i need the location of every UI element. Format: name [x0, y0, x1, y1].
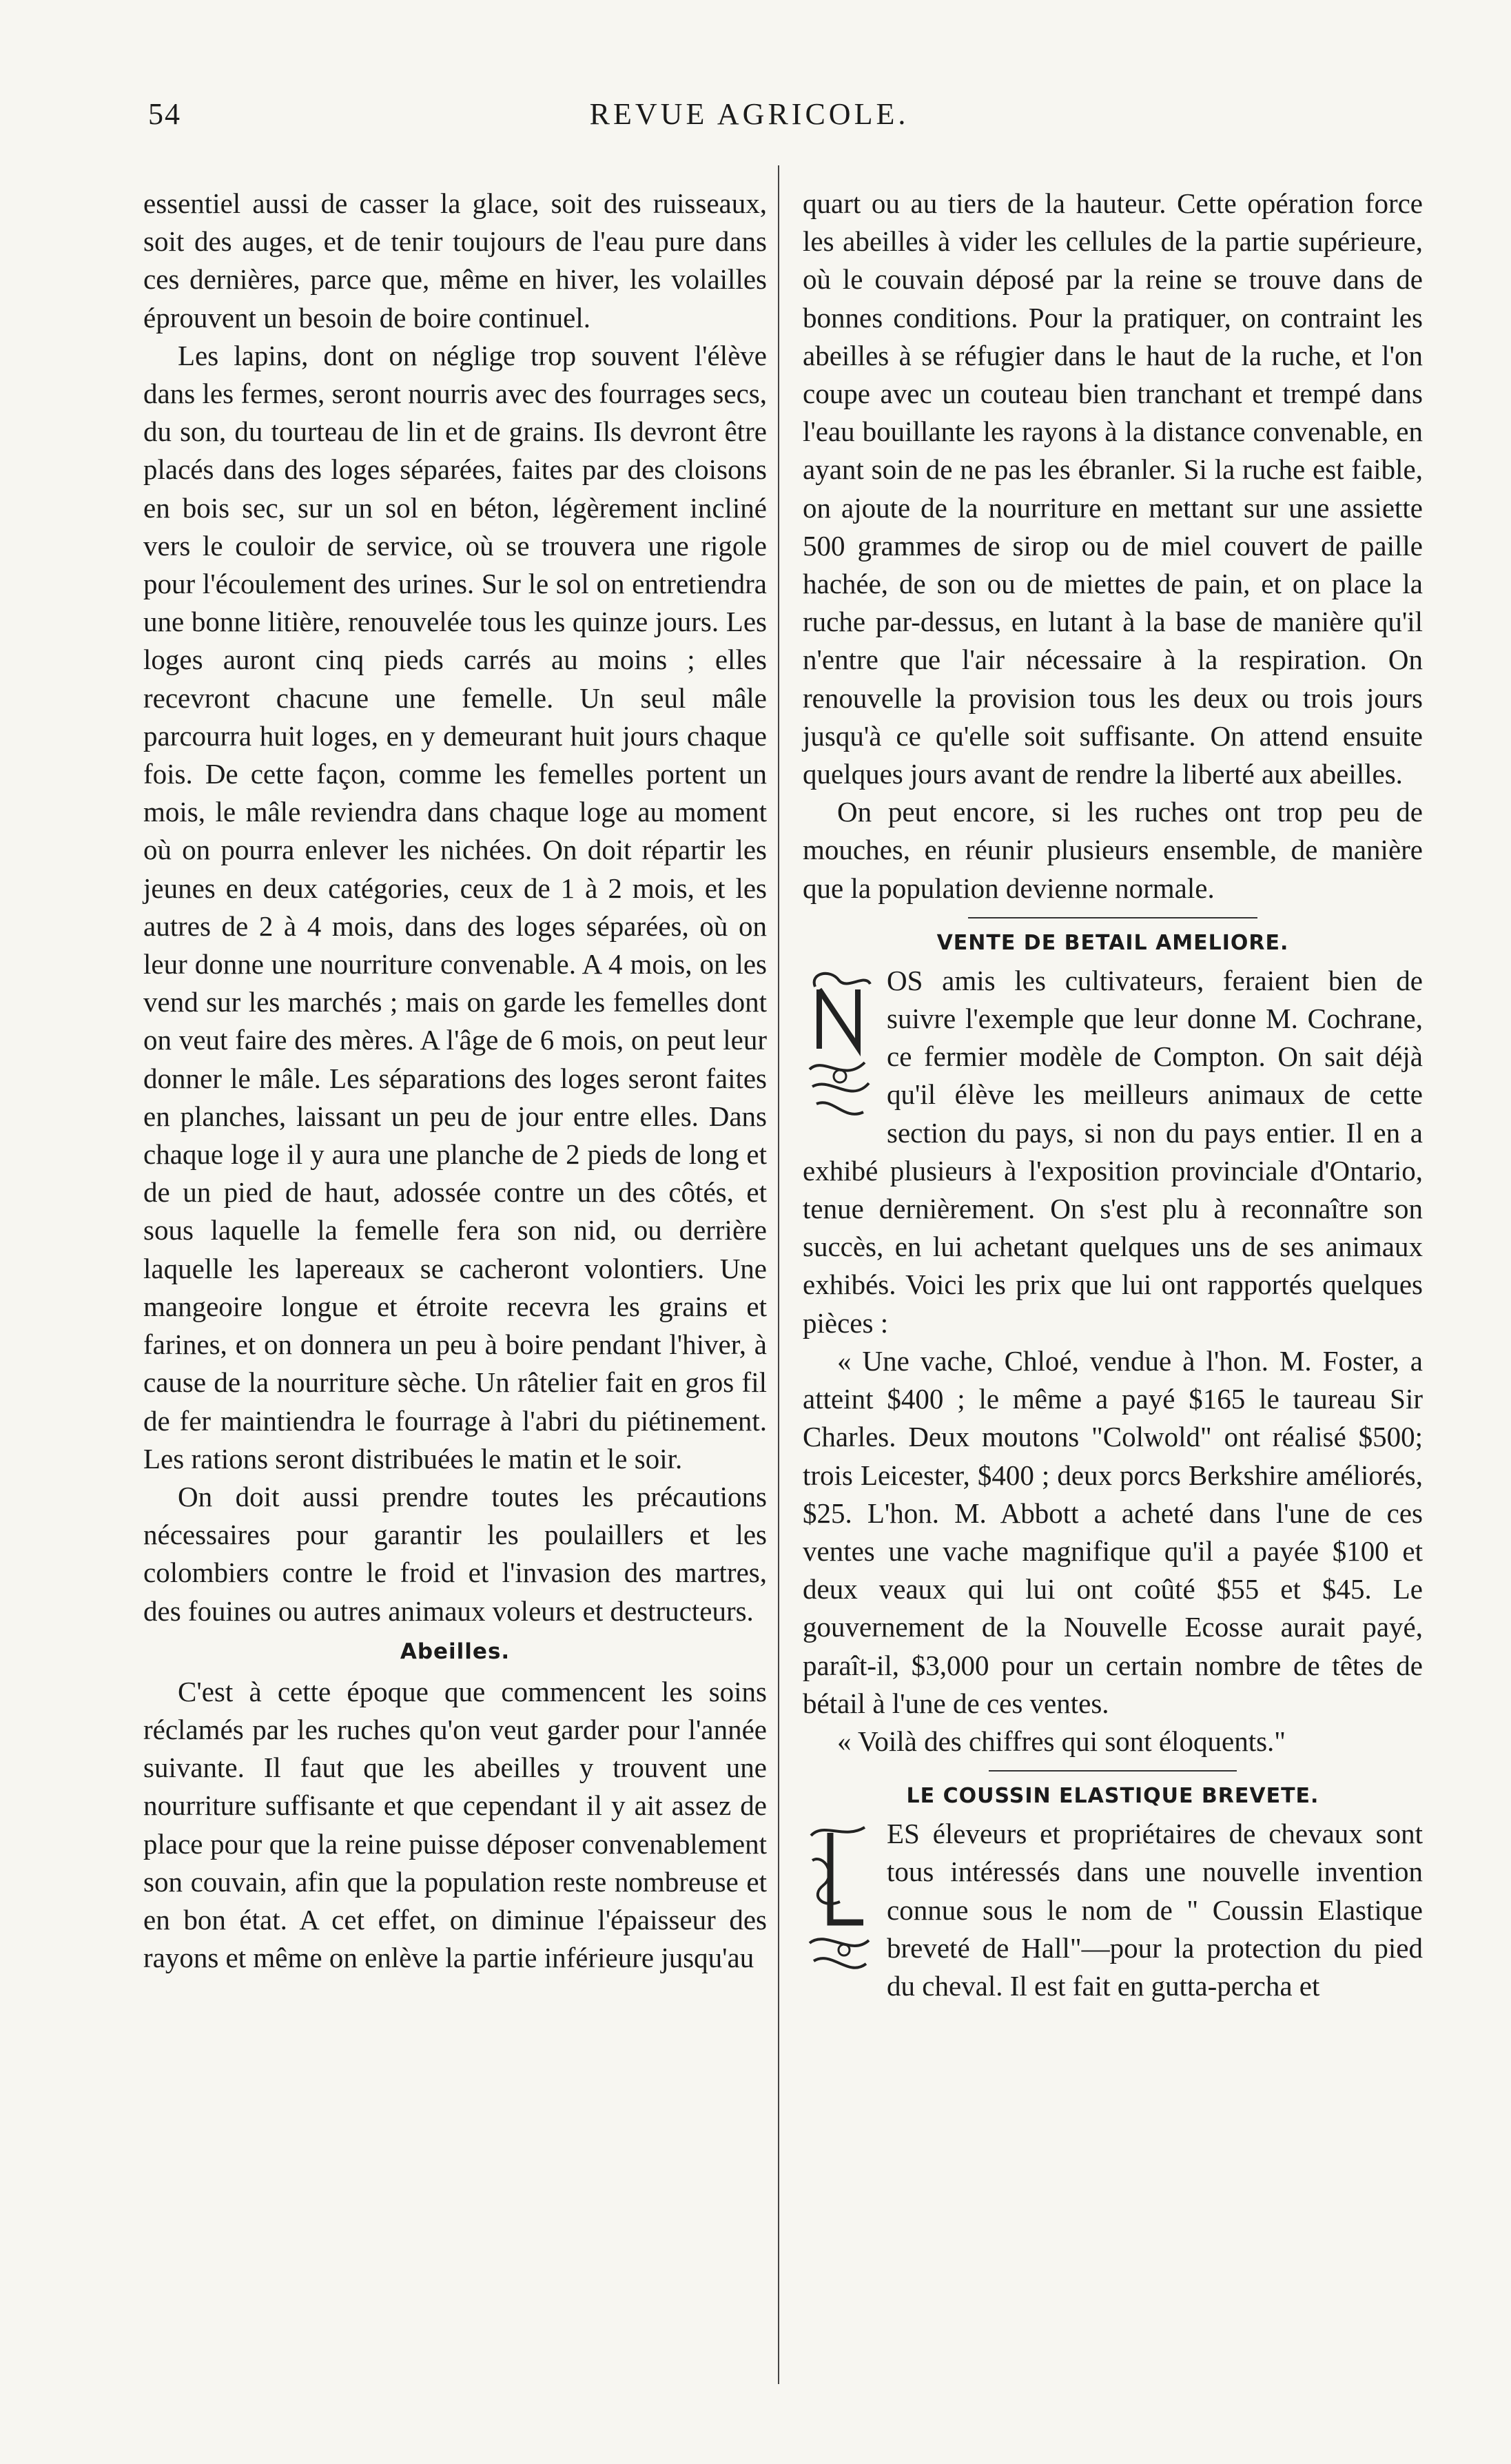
paragraph-vente-text: OS amis les cultivateurs, feraient bien de suivre l'exemple que leur donne M. Cochrane, ce fermier modèle de Compton. On sait déjà qu'il élève les meilleurs animaux de cette section du pays, si non du pays entier. Il en a exhibé plusieurs à l'exposition provinciale d'Ontario, tenue dernièrement. On s'est plu à reconnaître son succès, en lui achetant quelques uns de ses animaux exhibés. Voici les prix que lui ont rapportés quelques pièces :: [803, 964, 1423, 1339]
section-heading-abeilles: Abeilles.: [400, 1639, 511, 1664]
paragraph-vente: [803, 962, 1423, 1342]
section-heading-vente: VENTE DE BETAIL AMELIORE.: [936, 930, 1289, 955]
section-rule: [968, 917, 1257, 918]
paragraph: essentiel aussi de casser la glace, soit des ruisseaux, soit des auges, et de tenir toujours de l'eau pure dans ces dernières, parce que, même en hiver, les volailles éprouvent un besoin de boire continuel.: [143, 187, 767, 333]
left-column: [143, 185, 767, 1977]
paragraph-precautions: On doit aussi prendre toutes les précautions nécessaires pour garantir les poulaillers et les colombiers contre le froid et l'invasion des martres, des fouines ou autres animaux voleurs et destructeurs.: [143, 1480, 767, 1627]
journal-title: REVUE AGRICOLE.: [589, 97, 909, 131]
quote-prices: « Une vache, Chloé, vendue à l'hon. M. Foster, a atteint $400 ; le même a payé $165 le taureau Sir Charles. Deux moutons "Colwold" ont réalisé $500; trois Leicester, $400 ; deux porcs Berkshire améliorés, $25. L'hon. M. Abbott a acheté dans l'une de ces ventes une vache magnifique qu'il a payée $100 et deux veaux qui lui ont coûté $55 et $45. Le gouvernement de la Nouvelle Ecosse aurait payé, paraît-il, $3,000 pour un certain nombre de têtes de bétail à l'une de ces ventes.: [803, 1344, 1423, 1719]
section-heading-coussin: LE COUSSIN ELASTIQUE BREVETE.: [906, 1784, 1319, 1809]
ornamental-dropcap-l: [803, 1819, 877, 1998]
running-header: [148, 96, 1350, 138]
quote-closing: « Voilà des chiffres qui sont éloquents.": [837, 1725, 1286, 1757]
column-divider: [778, 165, 779, 2384]
paragraph-coussin-text: ES éleveurs et propriétaires de chevaux sont tous intéressés dans une nouvelle invention connue sous le nom de " Coussin Elastique breveté de Hall"—pour la protection du pied du cheval. Il est fait en gutta-percha et: [887, 1818, 1423, 2002]
paragraph-ruches: On peut encore, si les ruches ont trop peu de mouches, en réunir plusieurs ensemble, de manière que la population devienne normale.: [803, 796, 1423, 904]
page-number: 54: [148, 97, 181, 131]
right-column: [803, 185, 1423, 2005]
paragraph-continued: quart ou au tiers de la hauteur. Cette opération force les abeilles à vider les cellules de la partie supérieure, où le couvain déposé par la reine se trouve dans de bonnes conditions. Pour la pratiquer, on contraint les abeilles à se réfugier dans le haut de la ruche, et l'on coupe avec un couteau bien tranchant et trempé dans l'eau bouillante les rayons à la distance convenable, en ayant soin de ne pas les ébranler. Si la ruche est faible, on ajoute de la nourriture en mettant sur une assiette 500 grammes de sirop ou de miel couvert de paille hachée, de son ou de miettes de pain, et on place la ruche par-dessus, en lutant à la base de manière qu'il n'entre que l'air nécessaire à la respiration. On renouvelle la provision tous les deux ou trois jours jusqu'à ce qu'elle soit suffisante. On attend ensuite quelques jours avant de rendre la liberté aux abeilles.: [803, 187, 1423, 790]
ornamental-dropcap-n: [803, 966, 877, 1131]
paragraph-lapins: Les lapins, dont on néglige trop souvent l'élève dans les fermes, seront nourris avec des fourrages secs, du son, du tourteau de lin et de grains. Ils devront être placés dans des loges séparées, faites par des cloisons en bois sec, sur un sol en béton, légèrement incliné vers le couloir de service, où se trouvera une rigole pour l'écoulement des urines. Sur le sol on entretiendra une bonne litière, renouvelée tous les quinze jours. Les loges auront cinq pieds carrés au moins ; elles recevront chacune une femelle. Un seul mâle parcourra huit loges, en y demeurant huit jours chaque fois. De cette façon, comme les femelles portent un mois, le mâle reviendra dans chaque loge au moment où on pourra enlever les nichées. On doit répartir les jeunes en deux catégories, ceux de 1 à 2 mois, et les autres de 2 à 4 mois, dans des loges séparées, où on leur donne une nourriture convenable. A 4 mois, on les vend sur les marchés ; mais on garde les femelles dont on veut faire des mères. A l'âge de 6 mois, on peut leur donner le mâle. Les séparations des loges seront faites en planches, laissant un peu de jour entre elles. Dans chaque loge il y aura une planche de 2 pieds de long et de un pied de haut, adossée contre un des côtés, et sous laquelle la femelle fera son nid, ou derrière laquelle les lapereaux se cacheront volontiers. Une mangeoire longue et étroite recevra les grains et farines, et on donnera un peu à boire pendant l'hiver, à cause de la nourriture sèche. Un râtelier fait en gros fil de fer maintiendra le fourrage à l'abri du piétinement. Les rations seront distribuées le matin et le soir.: [143, 339, 767, 1475]
paragraph-abeilles: C'est à cette époque que commencent les soins réclamés par les ruches qu'on veut garder pour l'année suivante. Il faut que les abeilles y trouvent une nourriture suffisante et que cependant il y ait assez de place pour que la reine puisse déposer convenablement son couvain, afin que la population reste nombreuse et en bon état. A cet effet, on diminue l'épaisseur des rayons et même on enlève la partie inférieure jusqu'au: [143, 1675, 767, 1974]
paragraph-coussin: [803, 1815, 1423, 2005]
section-rule: [989, 1770, 1237, 1772]
